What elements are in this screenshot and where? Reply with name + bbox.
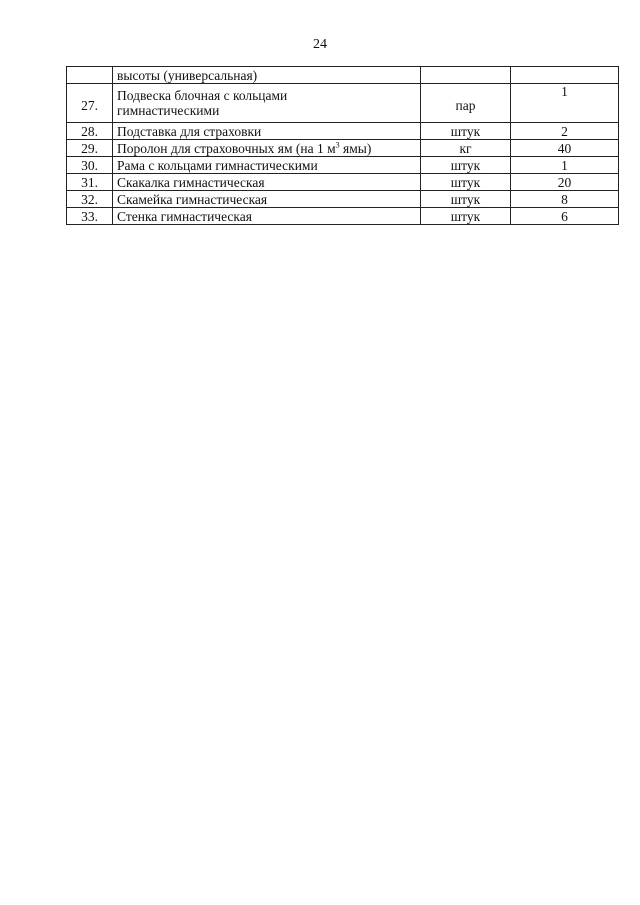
item-unit: штук: [421, 123, 511, 140]
table-row: [67, 123, 619, 140]
superscript: 3: [335, 140, 340, 149]
item-name: [113, 67, 421, 84]
item-quantity: 8: [511, 191, 619, 208]
table-row: [67, 174, 619, 191]
item-name-line: Скакалка гимнастическая: [117, 174, 265, 190]
item-name-line: Рама с кольцами гимнастическими: [117, 157, 318, 173]
row-number: 33.: [67, 208, 113, 225]
row-number: 31.: [67, 174, 113, 191]
item-name: [113, 208, 421, 225]
item-name-line: Поролон для страховочных ям (на 1 м: [117, 140, 336, 156]
item-unit: [421, 67, 511, 84]
item-name: [113, 174, 421, 191]
item-name: [113, 140, 421, 157]
equipment-table: [66, 66, 619, 225]
item-name-line: Скамейка гимнастическая: [117, 191, 268, 207]
item-name-line: высоты (универсальная): [117, 67, 258, 83]
item-unit: штук: [421, 174, 511, 191]
table-row: [67, 191, 619, 208]
item-name-line: Подставка для страховки: [117, 123, 262, 139]
item-unit: штук: [421, 157, 511, 174]
item-quantity: 1: [511, 84, 619, 123]
item-quantity: 40: [511, 140, 619, 157]
item-name-line: Подвеска блочная с кольцами: [117, 88, 288, 103]
item-quantity: 6: [511, 208, 619, 225]
table-row: [67, 157, 619, 174]
row-number: 28.: [67, 123, 113, 140]
row-number: 30.: [67, 157, 113, 174]
item-unit: пар: [421, 84, 511, 123]
item-name-line: Стенка гимнастическая: [117, 208, 252, 224]
item-name: [113, 191, 421, 208]
table-row: [67, 84, 619, 123]
item-quantity: 20: [511, 174, 619, 191]
table-row: [67, 208, 619, 225]
item-unit: кг: [421, 140, 511, 157]
page-number: 24: [313, 37, 327, 52]
item-quantity: 1: [511, 157, 619, 174]
item-name-line: гимнастическими: [117, 103, 220, 118]
row-number: 29.: [67, 140, 113, 157]
table-row: [67, 140, 619, 157]
item-quantity: [511, 67, 619, 84]
table-row: [67, 67, 619, 84]
row-number: 27.: [67, 84, 113, 123]
item-name: [113, 84, 421, 123]
item-name-tail: ямы): [339, 140, 372, 156]
item-unit: штук: [421, 208, 511, 225]
item-quantity: 2: [511, 123, 619, 140]
item-name: [113, 157, 421, 174]
row-number: 32.: [67, 191, 113, 208]
row-number: [67, 67, 113, 84]
item-unit: штук: [421, 191, 511, 208]
item-name: [113, 123, 421, 140]
